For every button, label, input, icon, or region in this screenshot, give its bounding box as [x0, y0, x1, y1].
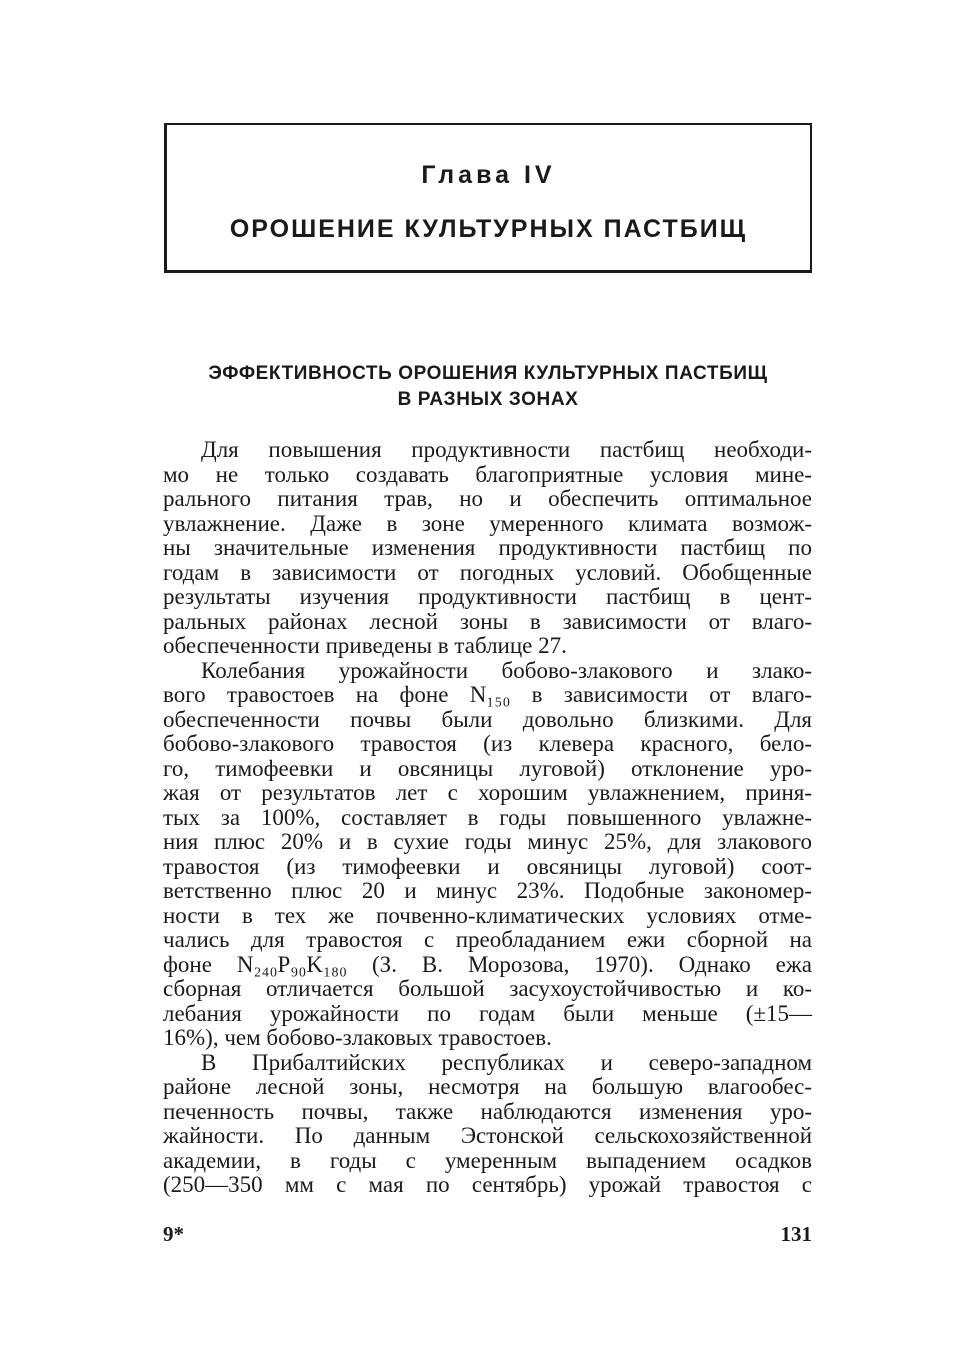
text-line: ветственно плюс 20 и минус 23%. Подобные закономер-: [163, 878, 812, 903]
text-line: фоне N₂₄₀P₉₀K₁₈₀ (З. В. Морозова, 1970). Однако ежа: [163, 951, 812, 977]
section-heading-line: ЭФФЕКТИВНОСТЬ ОРОШЕНИЯ КУЛЬТУРНЫХ ПАСТБИЩ: [208, 363, 768, 384]
text-line: Для повышения продуктивности пастбищ необходи-: [201, 437, 812, 462]
text-line: лебания урожайности по годам были меньше (±15—: [163, 1000, 812, 1026]
text-line: В Прибалтийских республиках и северо-западном: [201, 1049, 812, 1075]
chapter-label: Глава IV: [421, 161, 556, 189]
text-line: рального питания трав, но и обеспечить оптимальное: [163, 486, 812, 511]
text-line: ности в тех же почвенно-климатических условиях отме-: [163, 902, 812, 928]
paragraph-1: [163, 438, 812, 659]
text-line: ния плюс 20% и в сухие годы минус 25%, для злакового: [163, 829, 812, 854]
text-line: 16%), чем бобово-злаковых травостоев.: [163, 1025, 552, 1050]
paragraph-2: [163, 659, 812, 1051]
text-line: ральных районах лесной зоны в зависимости от влаго-: [163, 608, 812, 634]
text-line: увлажнение. Даже в зоне умеренного климата возмож-: [163, 510, 812, 536]
section-heading: [164, 361, 812, 413]
text-line: годам в зависимости от погодных условий. Обобщенные: [163, 559, 812, 585]
text-line: ны значительные изменения продуктивности пастбищ по: [163, 535, 812, 560]
text-line: Колебания урожайности бобово-злакового и злако-: [201, 657, 812, 683]
text-line: жайности. По данным Эстонской сельскохозяйственной: [163, 1123, 812, 1148]
chapter-header-box: [164, 123, 812, 273]
text-line: обеспеченности приведены в таблице 27.: [163, 633, 567, 658]
text-line: травостоя (из тимофеевки и овсяницы луговой) соот-: [163, 853, 812, 879]
text-line: результаты изучения продуктивности пастбищ в цент-: [163, 584, 812, 609]
text-line: тых за 100%, составляет в годы повышенного увлажне-: [163, 804, 812, 830]
body-text: [163, 438, 812, 1198]
text-line: печенность почвы, также наблюдаются изменения уро-: [163, 1098, 812, 1124]
text-line: сборная отличается большой засухоустойчивостью и ко-: [163, 976, 812, 1001]
text-line: районе лесной зоны, несмотря на большую влагообес-: [163, 1074, 812, 1099]
text-line: жая от результатов лет с хорошим увлажнением, приня-: [163, 780, 812, 805]
text-line: мо не только создавать благоприятные условия мине-: [163, 461, 812, 487]
page-number: 131: [780, 1222, 812, 1246]
text-line: вого травостоев на фоне N₁₅₀ в зависимости от влаго-: [163, 682, 812, 707]
text-line: го, тимофеевки и овсяницы луговой) отклонение уро-: [163, 755, 812, 781]
text-line: обеспеченности почвы были довольно близкими. Для: [163, 706, 812, 732]
text-line: чались для травостоя с преобладанием ежи сборной на: [163, 927, 812, 952]
text-line: академии, в годы с умеренным выпадением осадков: [163, 1147, 812, 1173]
signature-mark: 9*: [163, 1222, 184, 1246]
text-line: (250—350 мм с мая по сентябрь) урожай травостоя с: [163, 1172, 812, 1197]
chapter-title: ОРОШЕНИЕ КУЛЬТУРНЫХ ПАСТБИЩ: [229, 215, 748, 243]
paragraph-3: [163, 1051, 812, 1198]
section-heading-line: В РАЗНЫХ ЗОНАХ: [397, 389, 579, 410]
text-line: бобово-злакового травостоя (из клевера красного, бело-: [163, 731, 812, 756]
